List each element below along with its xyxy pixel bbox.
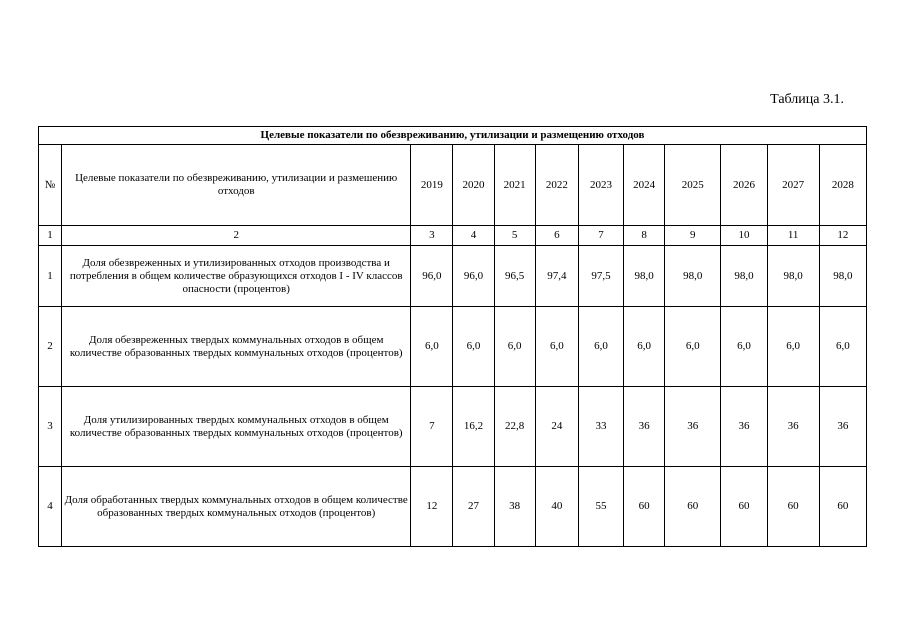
header-year: 2028 bbox=[819, 145, 866, 226]
row-value: 6,0 bbox=[721, 307, 767, 387]
table-row bbox=[39, 246, 867, 307]
row-value: 6,0 bbox=[578, 307, 623, 387]
row-value: 36 bbox=[721, 387, 767, 467]
column-number: 4 bbox=[453, 226, 494, 246]
column-number: 11 bbox=[767, 226, 819, 246]
column-number: 6 bbox=[535, 226, 578, 246]
column-number: 8 bbox=[624, 226, 665, 246]
table-row bbox=[39, 307, 867, 387]
row-value: 6,0 bbox=[453, 307, 494, 387]
table-row bbox=[39, 387, 867, 467]
row-value: 60 bbox=[624, 467, 665, 547]
header-year: 2027 bbox=[767, 145, 819, 226]
column-number: 3 bbox=[411, 226, 453, 246]
row-value: 55 bbox=[578, 467, 623, 547]
header-row bbox=[39, 145, 867, 226]
header-indicator: Целевые показатели по обезвреживанию, утилизации и размешению отходов bbox=[62, 145, 411, 226]
row-value: 96,5 bbox=[494, 246, 535, 307]
column-number: 1 bbox=[39, 226, 62, 246]
row-value: 38 bbox=[494, 467, 535, 547]
row-value: 22,8 bbox=[494, 387, 535, 467]
row-value: 27 bbox=[453, 467, 494, 547]
header-year: 2023 bbox=[578, 145, 623, 226]
row-value: 36 bbox=[624, 387, 665, 467]
row-value: 6,0 bbox=[411, 307, 453, 387]
row-number: 2 bbox=[39, 307, 62, 387]
row-value: 6,0 bbox=[819, 307, 866, 387]
row-number: 3 bbox=[39, 387, 62, 467]
header-year: 2021 bbox=[494, 145, 535, 226]
column-number: 12 bbox=[819, 226, 866, 246]
row-value: 36 bbox=[819, 387, 866, 467]
row-value: 97,4 bbox=[535, 246, 578, 307]
row-value: 96,0 bbox=[411, 246, 453, 307]
column-number: 9 bbox=[665, 226, 721, 246]
row-value: 98,0 bbox=[721, 246, 767, 307]
row-value: 6,0 bbox=[494, 307, 535, 387]
row-value: 98,0 bbox=[665, 246, 721, 307]
column-number-row bbox=[39, 226, 867, 246]
header-year: 2022 bbox=[535, 145, 578, 226]
table-row bbox=[39, 467, 867, 547]
row-value: 98,0 bbox=[767, 246, 819, 307]
column-number: 7 bbox=[578, 226, 623, 246]
table-caption: Таблица 3.1. bbox=[770, 92, 844, 107]
row-number: 4 bbox=[39, 467, 62, 547]
row-value: 60 bbox=[721, 467, 767, 547]
header-year: 2020 bbox=[453, 145, 494, 226]
targets-table bbox=[38, 126, 867, 547]
row-value: 12 bbox=[411, 467, 453, 547]
column-number: 10 bbox=[721, 226, 767, 246]
row-value: 98,0 bbox=[819, 246, 866, 307]
header-year: 2025 bbox=[665, 145, 721, 226]
row-value: 6,0 bbox=[535, 307, 578, 387]
row-value: 40 bbox=[535, 467, 578, 547]
row-value: 7 bbox=[411, 387, 453, 467]
table-title: Целевые показатели по обезвреживанию, утилизации и размещению отходов bbox=[39, 127, 867, 145]
header-no: № bbox=[39, 145, 62, 226]
row-indicator: Доля обезвреженных и утилизированных отходов производства и потребления в общем количестве образующихся отходов I - IV классов опасности (процентов) bbox=[62, 246, 411, 307]
title-row bbox=[39, 127, 867, 145]
row-value: 6,0 bbox=[665, 307, 721, 387]
row-indicator: Доля обезвреженных твердых коммунальных отходов в общем количестве образованных твердых коммунальных отходов (процентов) bbox=[62, 307, 411, 387]
row-value: 98,0 bbox=[624, 246, 665, 307]
header-year: 2019 bbox=[411, 145, 453, 226]
row-value: 36 bbox=[665, 387, 721, 467]
row-value: 36 bbox=[767, 387, 819, 467]
row-value: 24 bbox=[535, 387, 578, 467]
row-value: 96,0 bbox=[453, 246, 494, 307]
column-number: 5 bbox=[494, 226, 535, 246]
row-value: 60 bbox=[665, 467, 721, 547]
row-indicator: Доля утилизированных твердых коммунальных отходов в общем количестве образованных твердых коммунальных отходов (процентов) bbox=[62, 387, 411, 467]
row-value: 6,0 bbox=[624, 307, 665, 387]
header-year: 2024 bbox=[624, 145, 665, 226]
header-year: 2026 bbox=[721, 145, 767, 226]
row-value: 97,5 bbox=[578, 246, 623, 307]
row-value: 33 bbox=[578, 387, 623, 467]
row-value: 16,2 bbox=[453, 387, 494, 467]
row-value: 60 bbox=[767, 467, 819, 547]
column-number: 2 bbox=[62, 226, 411, 246]
row-value: 60 bbox=[819, 467, 866, 547]
row-number: 1 bbox=[39, 246, 62, 307]
row-value: 6,0 bbox=[767, 307, 819, 387]
row-indicator: Доля обработанных твердых коммунальных отходов в общем количестве образованных твердых коммунальных отходов (процентов) bbox=[62, 467, 411, 547]
